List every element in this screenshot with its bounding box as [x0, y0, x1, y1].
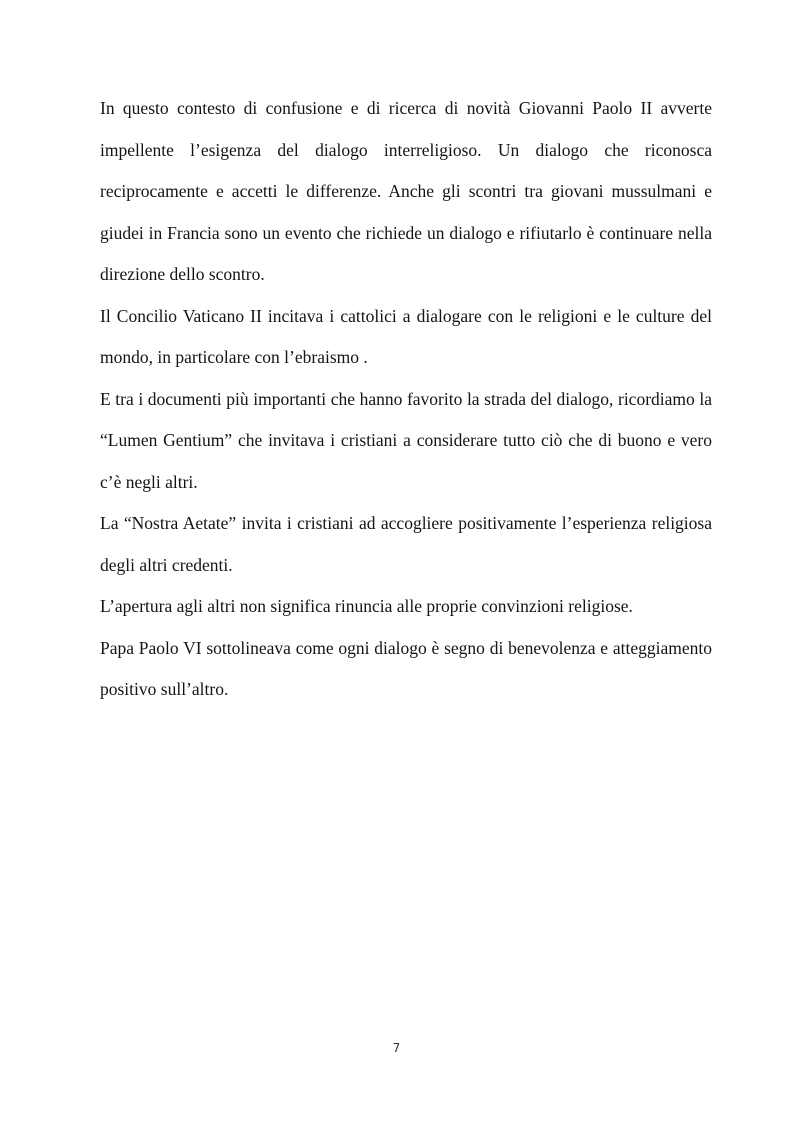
paragraph-paolo-vi: Papa Paolo VI sottolineava come ogni dialogo è segno di benevolenza e atteggiamento positivo sull’altro. — [100, 637, 712, 699]
paragraph-dialogo-interreligioso: In questo contesto di confusione e di ricerca di novità Giovanni Paolo II avverte impellente l’esigenza del dialogo interreligioso. Un dialogo che riconosca reciprocamente e accetti le differenze. Anche gli scontri tra giovani mussulmani e giudei in Francia sono un evento che richiede un dialogo e rifiutarlo è continuare nella direzione dello scontro. — [100, 98, 712, 284]
paragraph-nostra-aetate: La “Nostra Aetate” invita i cristiani ad accogliere positivamente l’esperienza religiosa degli altri credenti. — [100, 513, 712, 575]
body-text — [100, 88, 712, 711]
paragraph-concilio-vaticano: Il Concilio Vaticano II incitava i cattolici a dialogare con le religioni e le culture del mondo, in particolare con l’ebraismo . — [100, 305, 712, 367]
page-number: 7 — [392, 1041, 401, 1055]
paragraph-lumen-gentium: E tra i documenti più importanti che hanno favorito la strada del dialogo, ricordiamo la “Lumen Gentium” che invitava i cristiani a considerare tutto ciò che di buono e vero c’è negli altri. — [100, 388, 712, 492]
paragraph-apertura: L’apertura agli altri non significa rinuncia alle proprie convinzioni religiose. — [100, 596, 633, 616]
